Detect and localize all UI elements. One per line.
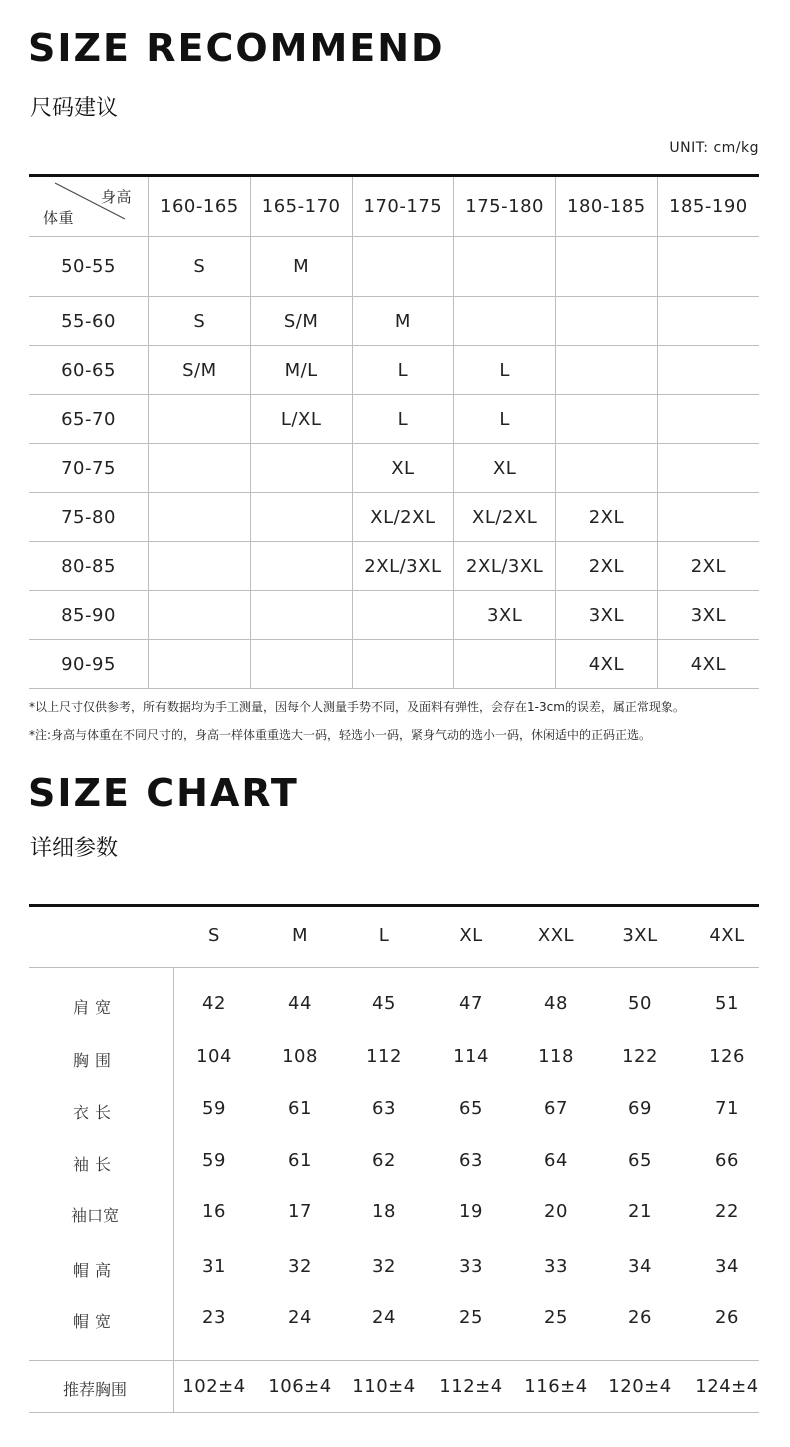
size-cell: XL/2XL: [454, 493, 556, 542]
measure-value: 122: [622, 1046, 658, 1067]
measure-value: 24: [372, 1307, 396, 1328]
size-header: XXL: [537, 925, 575, 946]
recommend-title: SIZE RECOMMEND: [28, 26, 445, 70]
recommend-chest-value: 110±4: [352, 1376, 416, 1397]
measure-label: 胸围: [72, 1051, 117, 1070]
measure-value: 45: [372, 993, 396, 1014]
measure-value: 34: [628, 1256, 652, 1277]
measure-value: 19: [459, 1201, 483, 1222]
measure-value: 51: [715, 993, 739, 1014]
weight-label: 50-55: [29, 237, 149, 297]
height-header: 170-175: [352, 176, 454, 237]
measure-value: 25: [544, 1307, 568, 1328]
size-cell: [149, 542, 251, 591]
size-cell: [149, 493, 251, 542]
size-cell: L: [454, 346, 556, 395]
height-header: 160-165: [149, 176, 251, 237]
size-header: 3XL: [622, 925, 658, 946]
size-cell: [657, 297, 759, 346]
size-cell: [657, 444, 759, 493]
size-header: 4XL: [709, 925, 745, 946]
size-cell: 2XL: [657, 542, 759, 591]
measure-value: 126: [709, 1046, 745, 1067]
size-cell: [149, 591, 251, 640]
size-cell: [454, 640, 556, 689]
recommend-chest-label: 推荐胸围: [62, 1380, 127, 1399]
measure-value: 34: [715, 1256, 739, 1277]
measure-value: 104: [196, 1046, 232, 1067]
size-cell: [149, 395, 251, 444]
size-cell: 3XL: [556, 591, 658, 640]
recommend-subtitle: 尺码建议: [30, 96, 119, 121]
notes: [29, 693, 685, 749]
chart-separator: [29, 1360, 759, 1361]
weight-label: 90-95: [29, 640, 149, 689]
measure-label: 衣长: [72, 1103, 117, 1122]
measure-value: 26: [628, 1307, 652, 1328]
size-cell: [250, 591, 352, 640]
measure-value: 108: [282, 1046, 318, 1067]
measure-label: 袖长: [72, 1155, 117, 1174]
size-cell: [657, 346, 759, 395]
size-cell: 2XL/3XL: [454, 542, 556, 591]
size-cell: S: [149, 297, 251, 346]
weight-label: 65-70: [29, 395, 149, 444]
measure-value: 59: [202, 1150, 226, 1171]
measure-value: 32: [372, 1256, 396, 1277]
size-cell: [556, 395, 658, 444]
weight-row: [29, 297, 759, 346]
measure-value: 61: [288, 1098, 312, 1119]
size-header: S: [208, 925, 220, 946]
measure-value: 16: [202, 1201, 226, 1222]
measure-label: 肩宽: [72, 998, 117, 1017]
recommend-chest-value: 106±4: [268, 1376, 332, 1397]
size-cell: M: [250, 237, 352, 297]
corner-height-label: 身高: [100, 188, 132, 206]
height-header: 180-185: [556, 176, 658, 237]
size-cell: [657, 237, 759, 297]
weight-label: 60-65: [29, 346, 149, 395]
measure-value: 65: [628, 1150, 652, 1171]
size-cell: XL: [454, 444, 556, 493]
weight-label: 70-75: [29, 444, 149, 493]
size-cell: 3XL: [657, 591, 759, 640]
measure-value: 112: [366, 1046, 402, 1067]
size-cell: [250, 640, 352, 689]
recommend-chest-value: 124±4: [695, 1376, 759, 1397]
measure-value: 63: [372, 1098, 396, 1119]
measure-value: 71: [715, 1098, 739, 1119]
size-header: XL: [459, 925, 483, 946]
measure-value: 64: [544, 1150, 568, 1171]
weight-row: [29, 444, 759, 493]
measure-value: 33: [544, 1256, 568, 1277]
size-cell: [149, 640, 251, 689]
measure-label: 帽宽: [72, 1312, 117, 1331]
measure-value: 22: [715, 1201, 739, 1222]
size-cell: 4XL: [657, 640, 759, 689]
measure-value: 21: [628, 1201, 652, 1222]
size-cell: S/M: [250, 297, 352, 346]
measure-value: 61: [288, 1150, 312, 1171]
unit-label: UNIT: cm/kg: [669, 140, 759, 156]
measure-value: 33: [459, 1256, 483, 1277]
measure-value: 114: [453, 1046, 489, 1067]
weight-row: [29, 591, 759, 640]
measure-value: 47: [459, 993, 483, 1014]
size-cell: L: [352, 346, 454, 395]
recommend-chest-value: 102±4: [182, 1376, 246, 1397]
size-cell: XL: [352, 444, 454, 493]
size-cell: [454, 297, 556, 346]
size-cell: [352, 591, 454, 640]
note-line: *以上尺寸仅供参考，所有数据均为手工测量，因每个人测量手势不同，及面料有弹性，会存在1-3cm的误差，属正常现象。: [29, 700, 685, 714]
size-cell: [556, 444, 658, 493]
size-cell: [352, 237, 454, 297]
size-cell: M: [352, 297, 454, 346]
weight-row: [29, 346, 759, 395]
height-header: 185-190: [657, 176, 759, 237]
size-recommend-table: [29, 174, 759, 689]
table-corner: [29, 176, 149, 237]
weight-row: [29, 493, 759, 542]
measure-value: 67: [544, 1098, 568, 1119]
weight-label: 55-60: [29, 297, 149, 346]
measure-value: 44: [288, 993, 312, 1014]
measure-value: 59: [202, 1098, 226, 1119]
recommend-chest-value: 116±4: [524, 1376, 588, 1397]
size-cell: L: [352, 395, 454, 444]
size-cell: [250, 444, 352, 493]
measure-value: 23: [202, 1307, 226, 1328]
note-line: *注:身高与体重在不同尺寸的，身高一样体重重选大一码，轻选小一码，紧身气动的选小一码，休闲适中的正码正选。: [29, 728, 652, 742]
size-cell: [250, 542, 352, 591]
measure-value: 66: [715, 1150, 739, 1171]
size-header: M: [291, 925, 309, 946]
weight-row: [29, 395, 759, 444]
measure-value: 18: [372, 1201, 396, 1222]
chart-title: SIZE CHART: [28, 771, 299, 815]
chart-subtitle: 详细参数: [30, 836, 119, 861]
size-cell: S: [149, 237, 251, 297]
size-header: L: [378, 925, 390, 946]
measure-value: 17: [288, 1201, 312, 1222]
size-cell: S/M: [149, 346, 251, 395]
measure-value: 25: [459, 1307, 483, 1328]
height-header-row: [29, 176, 759, 237]
size-cell: 2XL/3XL: [352, 542, 454, 591]
measure-value: 42: [202, 993, 226, 1014]
measure-value: 31: [202, 1256, 226, 1277]
measure-value: 48: [544, 993, 568, 1014]
size-cell: M/L: [250, 346, 352, 395]
chart-bottom-rule: [29, 1412, 759, 1413]
weight-row: [29, 542, 759, 591]
weight-label: 85-90: [29, 591, 149, 640]
size-cell: 2XL: [556, 493, 658, 542]
chart-divider: [173, 968, 174, 1412]
weight-label: 80-85: [29, 542, 149, 591]
size-cell: [556, 297, 658, 346]
weight-label: 75-80: [29, 493, 149, 542]
measure-value: 62: [372, 1150, 396, 1171]
size-cell: 3XL: [454, 591, 556, 640]
size-cell: 2XL: [556, 542, 658, 591]
size-cell: [352, 640, 454, 689]
recommend-chest-value: 112±4: [439, 1376, 503, 1397]
measure-value: 26: [715, 1307, 739, 1328]
measure-value: 32: [288, 1256, 312, 1277]
height-header: 165-170: [250, 176, 352, 237]
size-cell: [454, 237, 556, 297]
size-cell: [657, 395, 759, 444]
measure-value: 63: [459, 1150, 483, 1171]
size-cell: [250, 493, 352, 542]
measure-value: 69: [628, 1098, 652, 1119]
measure-value: 118: [538, 1046, 574, 1067]
size-cell: L/XL: [250, 395, 352, 444]
corner-weight-label: 体重: [43, 209, 75, 227]
size-cell: 4XL: [556, 640, 658, 689]
measure-value: 24: [288, 1307, 312, 1328]
measure-value: 50: [628, 993, 652, 1014]
recommend-chest-value: 120±4: [608, 1376, 672, 1397]
size-cell: [657, 493, 759, 542]
size-cell: L: [454, 395, 556, 444]
measure-value: 20: [544, 1201, 568, 1222]
size-cell: [556, 237, 658, 297]
measure-label: 袖口宽: [70, 1206, 119, 1225]
weight-row: [29, 237, 759, 297]
weight-row: [29, 640, 759, 689]
size-cell: [556, 346, 658, 395]
height-header: 175-180: [454, 176, 556, 237]
measure-label: 帽高: [72, 1261, 117, 1280]
measure-value: 65: [459, 1098, 483, 1119]
size-cell: [149, 444, 251, 493]
size-cell: XL/2XL: [352, 493, 454, 542]
